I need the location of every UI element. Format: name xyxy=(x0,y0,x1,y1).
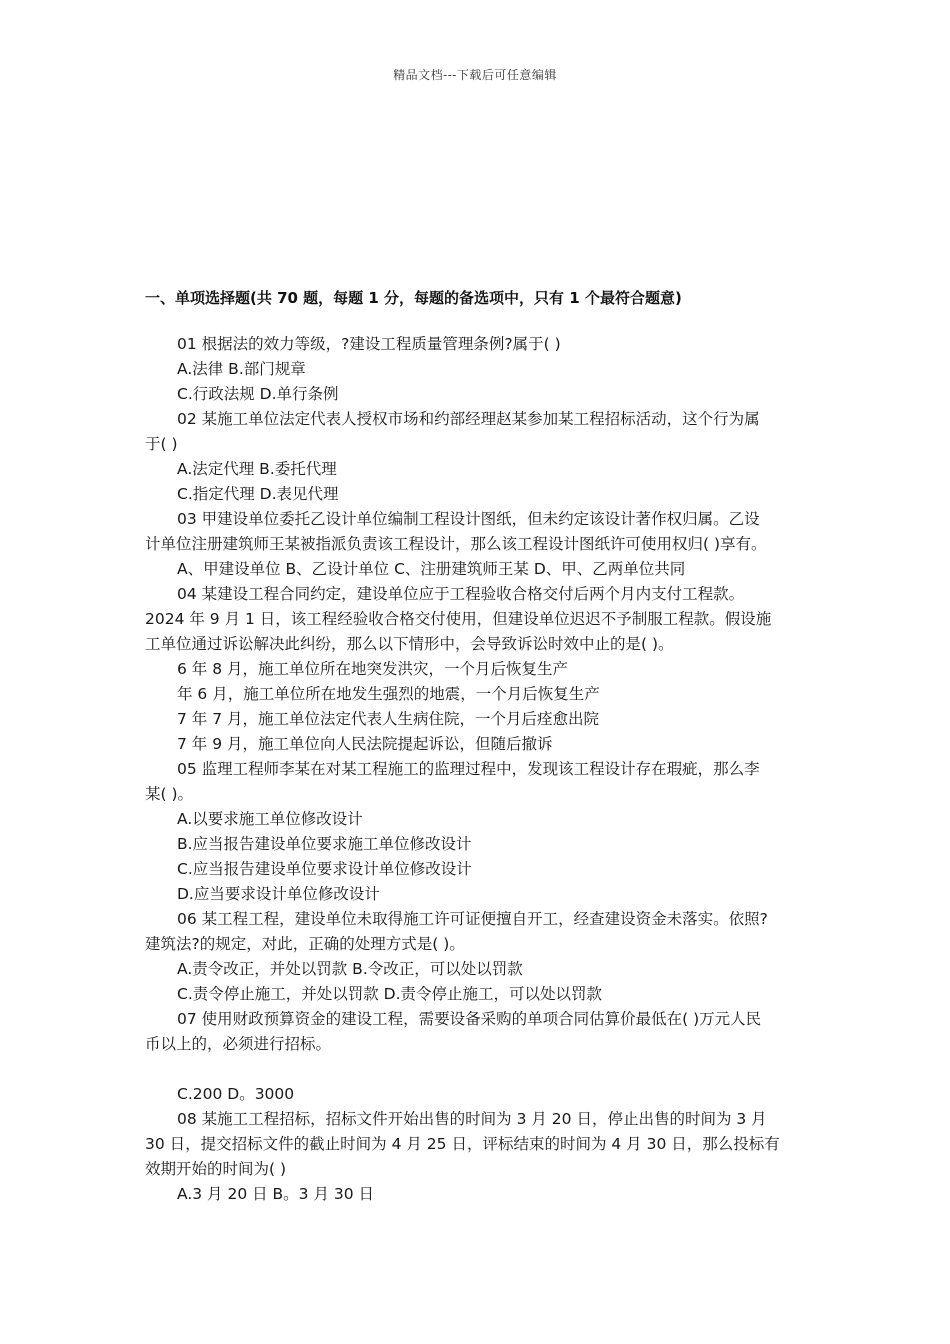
text-line: 工单位通过诉讼解决此纠纷，那么以下情形中，会导致诉讼时效中止的是( )。 xyxy=(145,635,674,653)
text-line: 计单位注册建筑师王某被指派负责该工程设计，那么该工程设计图纸许可使用权归( )享有。 xyxy=(145,535,767,553)
text-line: 2024 年 9 月 1 日，该工程经验收合格交付使用，但建设单位迟迟不予制服工程款。假设施 xyxy=(145,610,772,628)
text-line: A.责令改正，并处以罚款 B.令改正，可以处以罚款 xyxy=(177,960,523,978)
text-line: 04 某建设工程合同约定，建设单位应于工程验收合格交付后两个月内支付工程款。 xyxy=(177,585,745,603)
text-line: 年 6 月，施工单位所在地发生强烈的地震，一个月后恢复生产 xyxy=(177,685,600,703)
text-line: C.200 D。3000 xyxy=(177,1085,295,1103)
section-title: 一、单项选择题(共 70 题，每题 1 分，每题的备选项中，只有 1 个最符合题意) xyxy=(145,289,682,307)
text-line: A.法定代理 B.委托代理 xyxy=(177,460,337,478)
text-line: 07 使用财政预算资金的建设工程，需要设备采购的单项合同估算价最低在( )万元人民 xyxy=(177,1010,762,1028)
text-line: A.以要求施工单位修改设计 xyxy=(177,810,363,828)
page-header: 精品文档---下载后可任意编辑 xyxy=(393,68,557,82)
document-body xyxy=(145,332,813,1207)
text-line: D.应当要求设计单位修改设计 xyxy=(177,885,380,903)
text-line: C.应当报告建设单位要求设计单位修改设计 xyxy=(177,860,472,878)
text-line: 05 监理工程师李某在对某工程施工的监理过程中，发现该工程设计存在瑕疵，那么李 xyxy=(177,760,760,778)
text-line: C.行政法规 D.单行条例 xyxy=(177,385,339,403)
text-line: 7 年 9 月，施工单位向人民法院提起诉讼，但随后撤诉 xyxy=(177,735,553,753)
text-line: 02 某施工单位法定代表人授权市场和约部经理赵某参加某工程招标活动，这个行为属 xyxy=(177,410,760,428)
text-line: A.法律 B.部门规章 xyxy=(177,360,306,378)
text-line: 7 年 7 月，施工单位法定代表人生病住院，一个月后痊愈出院 xyxy=(177,710,600,728)
text-line: 06 某工程工程，建设单位未取得施工许可证便擅自开工，经查建设资金未落实。依照? xyxy=(177,910,768,928)
text-line: B.应当报告建设单位要求施工单位修改设计 xyxy=(177,835,472,853)
text-line: 08 某施工工程招标，招标文件开始出售的时间为 3 月 20 日，停止出售的时间为 3 月 xyxy=(177,1110,767,1128)
text-line: C.责令停止施工，并处以罚款 D.责令停止施工，可以处以罚款 xyxy=(177,985,603,1003)
text-line: 于( ) xyxy=(145,435,178,453)
text-line: 币以上的，必须进行招标。 xyxy=(145,1035,332,1053)
text-line: A、甲建设单位 B、乙设计单位 C、注册建筑师王某 D、甲、乙两单位共同 xyxy=(177,560,686,578)
blank-line xyxy=(145,1057,813,1082)
text-line: 建筑法?的规定，对此，正确的处理方式是( )。 xyxy=(145,935,465,953)
text-line: 某( )。 xyxy=(145,785,194,803)
text-line: 效期开始的时间为( ) xyxy=(145,1160,287,1178)
text-line: 03 甲建设单位委托乙设计单位编制工程设计图纸，但未约定该设计著作权归属。乙设 xyxy=(177,510,760,528)
text-line: 01 根据法的效力等级，?建设工程质量管理条例?属于( ) xyxy=(177,335,561,353)
text-line: 6 年 8 月，施工单位所在地突发洪灾，一个月后恢复生产 xyxy=(177,660,569,678)
text-line: 30 日，提交招标文件的截止时间为 4 月 25 日，评标结束的时间为 4 月 30 日，那么投标有 xyxy=(145,1135,780,1153)
text-line: C.指定代理 D.表见代理 xyxy=(177,485,339,503)
text-line: A.3 月 20 日 B。3 月 30 日 xyxy=(177,1185,375,1203)
